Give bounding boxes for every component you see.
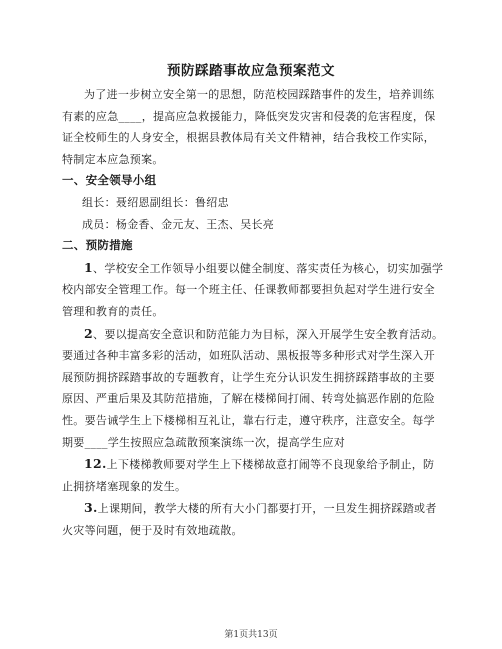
measure-paragraph xyxy=(62,497,444,541)
section-heading: 一、安全领导小组 xyxy=(62,173,157,188)
measure-paragraph xyxy=(62,453,444,497)
measure-paragraph xyxy=(62,323,444,454)
document-title: 预防踩踏事故应急预案范文 xyxy=(167,63,335,79)
item-number: 12. xyxy=(84,456,107,472)
measure-paragraph xyxy=(62,257,444,323)
item-text: 要以提高安全意识和防范能力为目标，深入开展学生安全教育活动。要通过各种丰富多彩的活动，如班队活动、黑板报等多种形式对学生深入开展预防拥挤踩踏事故的专题教育，让学生充分认识发生拥挤踩踏事故的主要原因、严重后果及其防范措施，了解在楼梯间打闹、转弯处搞恶作剧的危险性。要告诫学生上下楼梯相互礼让，靠右行走，遵守秩序，注意安全。每学期要____学生按照应急疏散预案演练一次，提高学生应对 xyxy=(62,327,444,449)
leaders-line: 组长：聂绍恩副组长：鲁绍忠 xyxy=(82,195,229,209)
item-text: 上下楼梯教师要对学生上下楼梯故意打闹等不良现象给予制止，防止拥挤堵塞现象的发生。 xyxy=(62,458,435,493)
document-body xyxy=(62,84,444,541)
item-number: 3. xyxy=(84,500,98,516)
item-separator: 、 xyxy=(93,261,105,275)
item-number: 1 xyxy=(84,259,93,275)
page-footer: 第1页共13页 xyxy=(224,630,278,640)
item-separator: 、 xyxy=(93,327,105,341)
intro-paragraph: 为了进一步树立安全第一的思想，防范校园踩踏事件的发生，培养训练有素的应急____，提高应急救援能力，降低突发灾害和侵袭的危害程度，保证全校师生的人身安全，根据县教体局有关文件精神，结合我校工作实际，特制定本应急预案。 xyxy=(62,88,436,166)
item-number: 2 xyxy=(84,325,93,341)
item-text: 学校安全工作领导小组要以健全制度、落实责任为核心，切实加强学校内部安全管理工作。每一个班主任、任课教师都要担负起对学生进行安全管理和教育的责任。 xyxy=(62,261,444,318)
members-line: 成员：杨金香、金元友、王杰、吴长亮 xyxy=(82,217,275,231)
item-text: 上课期间，教学大楼的所有大小门都要打开，一旦发生拥挤踩踏或者火灾等问题，便于及时有效地疏散。 xyxy=(62,502,437,537)
section-heading: 二、预防措施 xyxy=(62,238,133,253)
